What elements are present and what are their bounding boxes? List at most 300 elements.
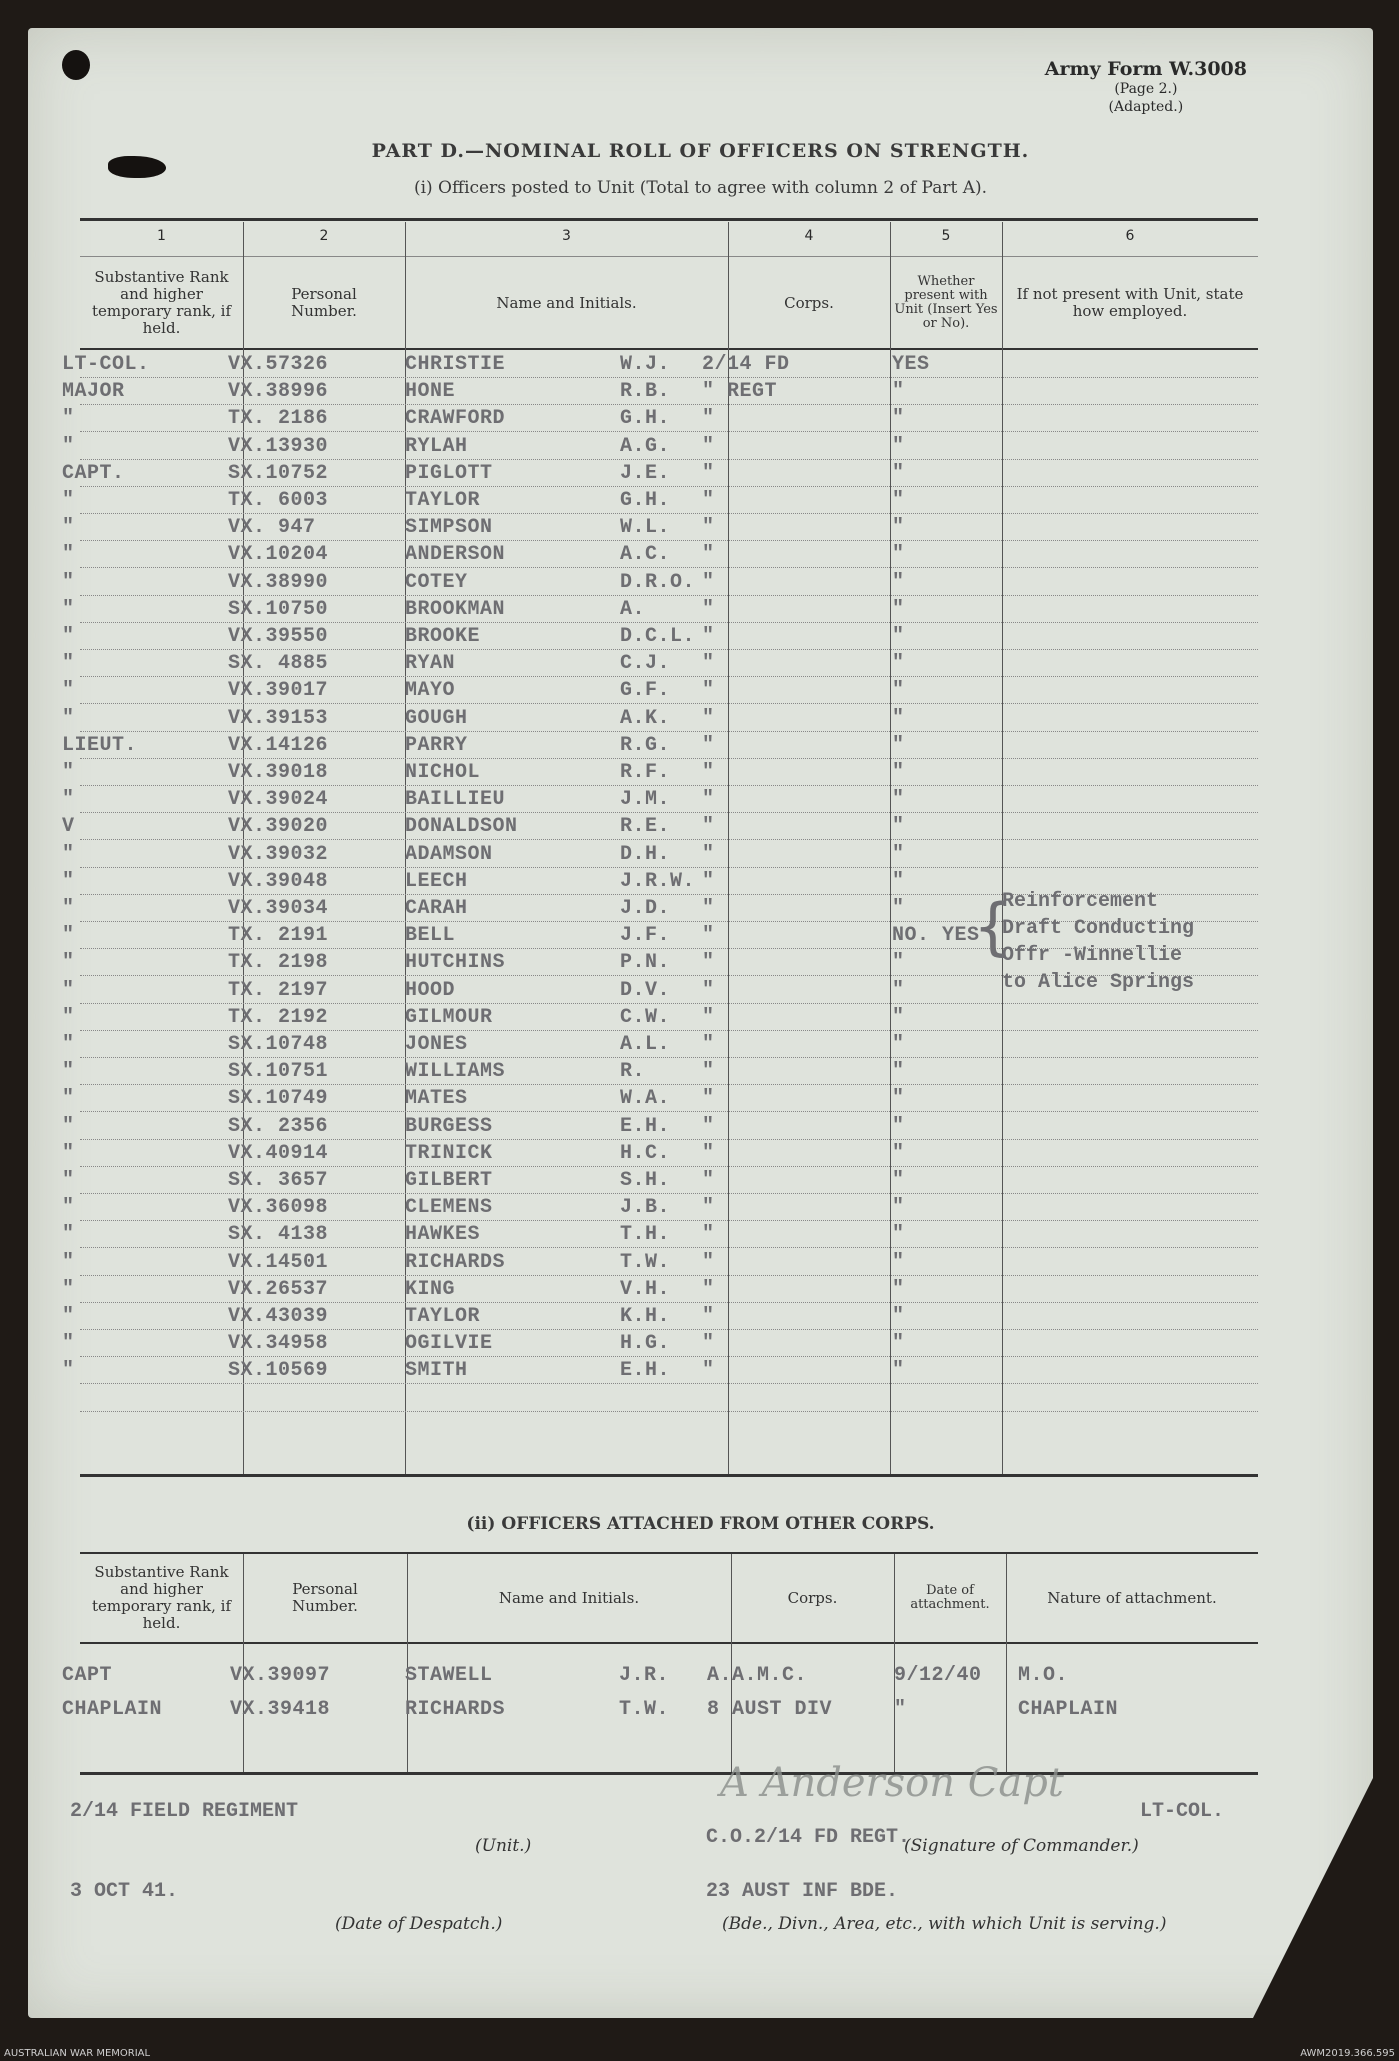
rank-cell: "	[62, 869, 75, 893]
table-row	[62, 1357, 1258, 1384]
name-cell: BROOKMAN	[405, 597, 506, 621]
rank-cell: "	[62, 978, 75, 1002]
name-cell: DONALDSON	[405, 815, 518, 839]
name-cell: LEECH	[405, 869, 468, 893]
column-number: 1	[157, 228, 166, 244]
personal-number-cell: VX.36098	[228, 1196, 329, 1220]
corps-cell: "	[702, 842, 715, 866]
corps-cell: 8 AUST DIV	[707, 1698, 833, 1721]
initials-cell: E.H.	[620, 1114, 671, 1138]
corps-cell: "	[702, 1250, 715, 1274]
table-row	[62, 433, 1258, 460]
present-cell: "	[892, 1332, 905, 1356]
initials-cell: T.W.	[620, 1250, 671, 1274]
part-d-subheading: (i) Officers posted to Unit (Total to agree with column 2 of Part A).	[413, 178, 988, 198]
corps-cell: "	[702, 1196, 715, 1220]
present-cell: "	[892, 1033, 905, 1056]
corps-cell: "	[702, 733, 715, 757]
name-cell: ADAMSON	[405, 842, 493, 866]
name-cell: TRINICK	[405, 1141, 493, 1165]
name-cell: RICHARDS	[405, 1698, 506, 1721]
rank-cell: "	[62, 788, 75, 812]
table-row	[62, 705, 1258, 732]
present-cell: "	[892, 489, 905, 512]
officers-attached-table	[62, 1552, 1258, 1777]
rank-cell: "	[62, 1114, 75, 1138]
name-cell: MATES	[405, 1087, 468, 1111]
personal-number-cell: VX.39017	[228, 679, 329, 703]
personal-number-cell: VX.39034	[228, 897, 329, 920]
initials-cell: J.R.	[619, 1664, 670, 1687]
initials-cell: D.V.	[620, 978, 671, 1002]
rank-cell: "	[62, 570, 75, 594]
corps-cell: "	[702, 489, 715, 512]
personal-number-cell: VX.39048	[228, 869, 329, 893]
rank-cell: "	[62, 597, 75, 621]
name-cell: GILBERT	[405, 1169, 493, 1192]
table-row	[62, 1167, 1258, 1194]
rank-cell: "	[62, 1169, 75, 1192]
initials-cell: W.L.	[620, 516, 671, 540]
punch-hole-top	[62, 50, 90, 80]
rank-cell: "	[62, 407, 75, 431]
present-cell: "	[892, 706, 905, 730]
corps-cell: "	[702, 652, 715, 676]
date-of-despatch-value: 3 OCT 41.	[70, 1880, 179, 1903]
name-cell: TAYLOR	[405, 489, 481, 512]
present-cell: "	[892, 869, 905, 893]
table-row	[62, 1662, 1240, 1689]
corps-cell: " REGT	[702, 380, 778, 404]
table-row	[62, 650, 1258, 677]
corps-cell: "	[702, 570, 715, 594]
rank-cell: "	[62, 1005, 75, 1029]
note-brace: {	[973, 890, 1013, 963]
corps-cell: "	[702, 1169, 715, 1192]
present-cell: "	[892, 1141, 905, 1165]
corps-cell: "	[702, 706, 715, 730]
corps-cell: "	[702, 543, 715, 567]
rank-cell: "	[62, 1087, 75, 1111]
name-cell: SIMPSON	[405, 516, 493, 540]
date-cell: "	[894, 1698, 907, 1721]
column-number: 6	[1125, 228, 1135, 244]
corps-cell: A.A.M.C.	[707, 1664, 808, 1687]
part-d-heading: PART D.—NOMINAL ROLL OF OFFICERS ON STRENGTH.	[371, 140, 1030, 162]
rank-cell: "	[62, 951, 75, 975]
name-cell: STAWELL	[405, 1664, 493, 1687]
corps-cell: "	[702, 461, 715, 485]
present-cell: "	[892, 978, 905, 1002]
brigade-label: (Bde., Divn., Area, etc., with which Unit is serving.)	[722, 1914, 1167, 1934]
rank-cell: "	[62, 1332, 75, 1356]
personal-number-cell: TX. 2191	[228, 924, 329, 948]
rank-cell: "	[62, 1359, 75, 1383]
rank-cell: "	[62, 543, 75, 567]
column-number: 5	[941, 228, 951, 244]
initials-cell: T.H.	[620, 1223, 671, 1247]
present-cell: "	[892, 1277, 905, 1301]
corps-cell: "	[702, 597, 715, 621]
initials-cell: C.W.	[620, 1005, 671, 1029]
column-number: 2	[319, 228, 329, 244]
table-bottom-rule	[80, 1772, 1258, 1775]
corps-cell: "	[702, 1223, 715, 1247]
date-of-despatch-label: (Date of Despatch.)	[335, 1914, 503, 1934]
present-cell: "	[892, 842, 905, 866]
corps-cell: "	[702, 1277, 715, 1301]
corps-cell: "	[702, 951, 715, 975]
column-number-rule	[80, 256, 1258, 257]
initials-cell: A.L.	[620, 1033, 671, 1056]
table-row	[62, 1194, 1258, 1221]
present-cell: "	[892, 625, 905, 648]
personal-number-cell: TX. 2186	[228, 407, 329, 431]
present-cell: "	[892, 434, 905, 458]
table-row	[62, 1330, 1258, 1357]
header-bottom-rule	[80, 348, 1258, 350]
present-cell: "	[892, 1359, 905, 1383]
table-row	[62, 841, 1258, 868]
initials-cell: D.C.L.	[620, 625, 696, 648]
personal-number-cell: TX. 2197	[228, 978, 329, 1002]
corps-cell: "	[702, 897, 715, 920]
name-cell: NICHOL	[405, 761, 481, 784]
header-number: Personal Number.	[292, 1580, 358, 1615]
rank-cell: "	[62, 1060, 75, 1084]
initials-cell: K.H.	[620, 1305, 671, 1328]
name-cell: GOUGH	[405, 706, 468, 730]
corps-cell: "	[702, 1305, 715, 1328]
initials-cell: A.	[620, 597, 646, 621]
name-cell: CHRISTIE	[405, 353, 506, 376]
corps-cell: "	[702, 1005, 715, 1029]
rank-cell: "	[62, 924, 75, 948]
personal-number-cell: SX. 2356	[228, 1114, 329, 1138]
archive-id: AWM2019.366.595	[1300, 2048, 1395, 2059]
initials-cell: R.E.	[620, 815, 671, 839]
personal-number-cell: VX.26537	[228, 1277, 329, 1301]
rank-cell: LT-COL.	[62, 353, 150, 376]
personal-number-cell: SX. 4138	[228, 1223, 329, 1247]
part-ii-heading: (ii) OFFICERS ATTACHED FROM OTHER CORPS.	[466, 1514, 935, 1534]
table-row	[62, 1249, 1258, 1276]
commander-label: (Signature of Commander.)	[904, 1836, 1139, 1856]
form-adapted: (Adapted.)	[1108, 99, 1184, 115]
name-cell: BELL	[405, 924, 456, 948]
rank-cell: "	[62, 1250, 75, 1274]
initials-cell: R.F.	[620, 761, 671, 784]
table-row	[62, 1696, 1240, 1723]
rank-cell: "	[62, 1033, 75, 1056]
present-cell: "	[892, 679, 905, 703]
rank-cell: "	[62, 434, 75, 458]
present-cell: "	[892, 570, 905, 594]
corps-cell: "	[702, 1141, 715, 1165]
corps-cell: "	[702, 924, 715, 948]
initials-cell: R.B.	[620, 380, 671, 404]
present-cell: "	[892, 788, 905, 812]
table-row	[62, 813, 1258, 840]
personal-number-cell: VX.39097	[230, 1664, 331, 1687]
rank-cell: CAPT	[62, 1664, 113, 1687]
rank-cell: "	[62, 706, 75, 730]
table-row	[62, 786, 1258, 813]
table-row	[62, 1085, 1258, 1112]
header-present: Whether present with Unit (Insert Yes or No).	[894, 274, 998, 331]
table-row	[62, 623, 1258, 650]
present-cell: "	[892, 461, 905, 485]
rank-cell: "	[62, 652, 75, 676]
table-bottom-rule	[80, 1474, 1258, 1477]
table-row	[62, 596, 1258, 623]
initials-cell: J.F.	[620, 924, 671, 948]
personal-number-cell: VX.38990	[228, 570, 329, 594]
present-cell: "	[892, 597, 905, 621]
corps-cell: "	[702, 1033, 715, 1056]
rank-cell: "	[62, 1196, 75, 1220]
name-cell: MAYO	[405, 679, 456, 703]
personal-number-cell: SX.10750	[228, 597, 329, 621]
personal-number-cell: VX.14126	[228, 733, 329, 757]
table-row	[80, 1385, 1258, 1412]
personal-number-cell: TX. 6003	[228, 489, 329, 512]
corps-cell: "	[702, 788, 715, 812]
personal-number-cell: VX.43039	[228, 1305, 329, 1328]
header-rank: Substantive Rank and higher temporary rank, if held.	[91, 1563, 232, 1632]
header-name: Name and Initials.	[496, 293, 637, 312]
name-cell: PARRY	[405, 733, 468, 757]
rank-cell: CHAPLAIN	[62, 1698, 163, 1721]
initials-cell: G.H.	[620, 489, 671, 512]
table-row	[62, 1058, 1258, 1085]
header-name: Name and Initials.	[498, 1588, 640, 1607]
date-cell: 9/12/40	[894, 1664, 982, 1687]
header-date: Date of attachment.	[910, 1583, 990, 1612]
column-number: 3	[562, 228, 571, 244]
table-row	[62, 1004, 1258, 1031]
initials-cell: R.	[620, 1060, 646, 1084]
present-cell: NO. YES	[892, 924, 980, 948]
initials-cell: D.H.	[620, 842, 671, 866]
corps-cell: "	[702, 516, 715, 540]
name-cell: PIGLOTT	[405, 461, 493, 485]
personal-number-cell: SX. 3657	[228, 1169, 329, 1192]
personal-number-cell: VX. 947	[228, 516, 316, 540]
employment-note-line: Reinforcement	[1002, 890, 1159, 913]
name-cell: ANDERSON	[405, 543, 506, 567]
initials-cell: R.G.	[620, 733, 671, 757]
employment-note-line: Offr -Winnellie	[1002, 944, 1183, 967]
personal-number-cell: VX.34958	[228, 1332, 329, 1356]
header-rank: Substantive Rank and higher temporary rank, if held.	[91, 268, 232, 337]
present-cell: YES	[892, 353, 930, 376]
name-cell: RYLAH	[405, 434, 468, 458]
table-row	[62, 351, 1258, 378]
corps-cell: "	[702, 625, 715, 648]
name-cell: OGILVIE	[405, 1332, 493, 1356]
corps-cell: "	[702, 761, 715, 784]
personal-number-cell: VX.38996	[228, 380, 329, 404]
rank-cell: MAJOR	[62, 380, 125, 404]
commander-rank: LT-COL.	[1140, 1800, 1225, 1823]
personal-number-cell: VX.39032	[228, 842, 329, 866]
rank-cell: "	[62, 1223, 75, 1247]
corps-cell: 2/14 FD	[702, 353, 790, 376]
personal-number-cell: VX.39550	[228, 625, 329, 648]
employment-note-line: to Alice Springs	[1002, 971, 1195, 994]
personal-number-cell: VX.39020	[228, 815, 329, 839]
table-row	[62, 405, 1258, 432]
personal-number-cell: SX.10748	[228, 1033, 329, 1056]
corps-cell: "	[702, 1060, 715, 1084]
column-number: 4	[804, 228, 814, 244]
corps-cell: "	[702, 679, 715, 703]
table-row	[62, 732, 1258, 759]
rank-cell: "	[62, 679, 75, 703]
initials-cell: G.F.	[620, 679, 671, 703]
present-cell: "	[892, 1223, 905, 1247]
name-cell: HOOD	[405, 978, 456, 1002]
corps-cell: "	[702, 1332, 715, 1356]
name-cell: HAWKES	[405, 1223, 481, 1247]
present-cell: "	[892, 897, 905, 920]
name-cell: HUTCHINS	[405, 951, 506, 975]
rank-cell: "	[62, 842, 75, 866]
present-cell: "	[892, 543, 905, 567]
table-row	[62, 1303, 1258, 1330]
table-row	[62, 1276, 1258, 1303]
present-cell: "	[892, 1114, 905, 1138]
name-cell: CARAH	[405, 897, 468, 920]
employment-note-line: Draft Conducting	[1002, 917, 1195, 940]
personal-number-cell: SX. 4885	[228, 652, 329, 676]
table-row	[62, 378, 1258, 405]
personal-number-cell: SX.10751	[228, 1060, 329, 1084]
name-cell: TAYLOR	[405, 1305, 481, 1328]
initials-cell: A.G.	[620, 434, 671, 458]
initials-cell: H.C.	[620, 1141, 671, 1165]
corps-cell: "	[702, 407, 715, 431]
header-corps: Corps.	[787, 1588, 838, 1607]
table-top-rule	[80, 218, 1258, 221]
table-row	[62, 1221, 1258, 1248]
commander-value: C.O.2/14 FD REGT.	[706, 1826, 911, 1849]
employment-note	[1002, 888, 1194, 996]
form-identifier	[1045, 58, 1247, 116]
name-cell: GILMOUR	[405, 1005, 493, 1029]
personal-number-cell: SX.10749	[228, 1087, 329, 1111]
header-bottom-rule	[80, 1642, 1258, 1644]
initials-cell: J.M.	[620, 788, 671, 812]
present-cell: "	[892, 1005, 905, 1029]
officers-posted-table	[62, 218, 1258, 1468]
initials-cell: J.B.	[620, 1196, 671, 1220]
table-row	[62, 569, 1258, 596]
name-cell: CLEMENS	[405, 1196, 493, 1220]
present-cell: "	[892, 1305, 905, 1328]
rank-cell: "	[62, 1141, 75, 1165]
personal-number-cell: TX. 2198	[228, 951, 329, 975]
personal-number-cell: VX.57326	[228, 353, 329, 376]
table-row	[62, 677, 1258, 704]
present-cell: "	[892, 380, 905, 404]
initials-cell: J.E.	[620, 461, 671, 485]
present-cell: "	[892, 815, 905, 839]
present-cell: "	[892, 733, 905, 757]
personal-number-cell: VX.40914	[228, 1141, 329, 1165]
initials-cell: S.H.	[620, 1169, 671, 1192]
name-cell: BROOKE	[405, 625, 481, 648]
corps-cell: "	[702, 434, 715, 458]
initials-cell: D.R.O.	[620, 570, 696, 594]
initials-cell: G.H.	[620, 407, 671, 431]
corps-cell: "	[702, 815, 715, 839]
present-cell: "	[892, 652, 905, 676]
personal-number-cell: VX.39418	[230, 1698, 331, 1721]
unit-label: (Unit.)	[475, 1836, 532, 1856]
personal-number-cell: VX.39018	[228, 761, 329, 784]
initials-cell: H.G.	[620, 1332, 671, 1356]
header-corps: Corps.	[784, 293, 834, 312]
rank-cell: "	[62, 897, 75, 920]
corps-cell: "	[702, 869, 715, 893]
table-row	[62, 759, 1258, 786]
archive-credit: AUSTRALIAN WAR MEMORIAL	[4, 2048, 151, 2059]
personal-number-cell: VX.39024	[228, 788, 329, 812]
table-row	[62, 514, 1258, 541]
initials-cell: W.J.	[620, 353, 671, 376]
name-cell: RYAN	[405, 652, 456, 676]
personal-number-cell: VX.39153	[228, 706, 329, 730]
table-row	[62, 1140, 1258, 1167]
present-cell: "	[892, 951, 905, 975]
present-cell: "	[892, 1250, 905, 1274]
table-row	[62, 487, 1258, 514]
name-cell: COTEY	[405, 570, 468, 594]
commander-signature: A Anderson Capt	[720, 1760, 1064, 1806]
personal-number-cell: VX.14501	[228, 1250, 329, 1274]
table-row	[62, 541, 1258, 568]
name-cell: WILLIAMS	[405, 1060, 506, 1084]
unit-value: 2/14 FIELD REGIMENT	[70, 1800, 299, 1823]
name-cell: RICHARDS	[405, 1250, 506, 1274]
header-number: Personal Number.	[291, 285, 357, 320]
personal-number-cell: VX.13930	[228, 434, 329, 458]
rank-cell: "	[62, 761, 75, 784]
rank-cell: "	[62, 1305, 75, 1328]
nature-cell: M.O.	[1018, 1664, 1069, 1687]
personal-number-cell: VX.10204	[228, 543, 329, 567]
present-cell: "	[892, 516, 905, 540]
table-row	[62, 1113, 1258, 1140]
initials-cell: E.H.	[620, 1359, 671, 1383]
name-cell: HONE	[405, 380, 456, 404]
rank-cell: "	[62, 516, 75, 540]
initials-cell: W.A.	[620, 1087, 671, 1111]
present-cell: "	[892, 1169, 905, 1192]
table-row	[62, 1031, 1258, 1058]
rank-cell: "	[62, 1277, 75, 1301]
form-page: (Page 2.)	[1114, 81, 1178, 97]
corps-cell: "	[702, 978, 715, 1002]
present-cell: "	[892, 761, 905, 784]
present-cell: "	[892, 407, 905, 431]
rank-cell: "	[62, 625, 75, 648]
present-cell: "	[892, 1060, 905, 1084]
table-row	[62, 460, 1258, 487]
header-nature: Nature of attachment.	[1047, 1588, 1217, 1607]
